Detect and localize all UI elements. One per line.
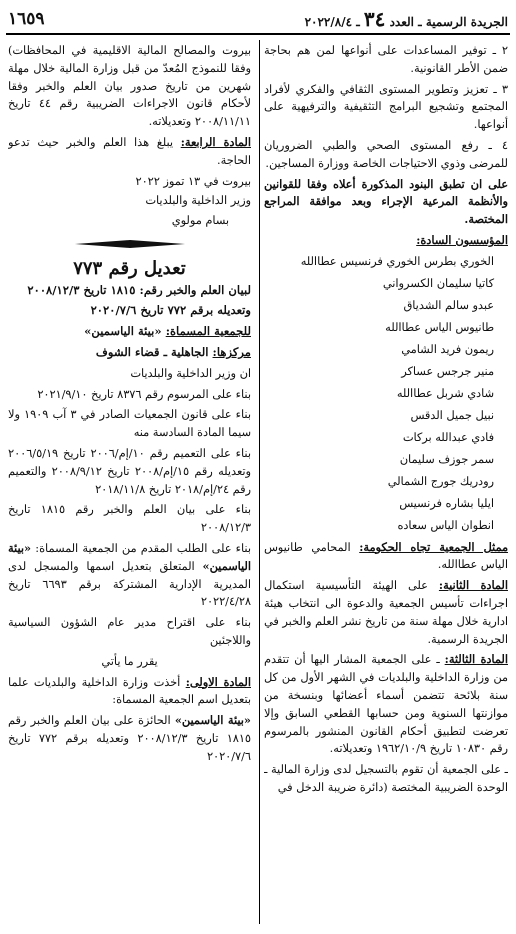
gazette-name: الجريدة الرسمية ـ العدد xyxy=(389,15,508,29)
recital-5-name: «بيئة الياسمين» xyxy=(8,540,251,573)
heading-line-1: لبيان العلم والخبر رقم: ١٨١٥ تاريخ ٢٠٠٨/١٢/٣ xyxy=(27,282,251,297)
founders-list xyxy=(264,253,508,535)
gazette-title xyxy=(305,7,508,31)
minister-name: بسام مولوي xyxy=(171,214,229,228)
founder-name: رودريك جورج الشمالي xyxy=(387,474,494,488)
article-4 xyxy=(8,134,251,170)
article-2-text: على الهيئة التأسيسية استكمال اجراءات تأسيس الجمعية والدعوة الى انتخاب هيئة ادارية خلال مهلة سنة من تاريخ نشر العلم والخبر في الجريدة الرسمية. xyxy=(264,579,508,646)
item-3: ٣ ـ تعزيز وتطوير المستوى الثقافي والفكري لأفراد المجتمع وتشجيع البرامج التثقيفية والترفيهية على أنواعها. xyxy=(264,82,508,132)
rep-label: ممثل الجمعية تجاه الحكومة: xyxy=(359,539,508,554)
column-divider xyxy=(259,40,260,924)
page-number: ١٦٥٩ xyxy=(8,9,45,29)
signature-block xyxy=(8,173,251,230)
item-4: ٤ ـ رفع المستوى الصحي والطبي الضروريان للمرضى وذوي الاحتياجات الخاصة ووزارة المساجين. xyxy=(264,138,508,170)
founder-name: الخوري بطرس الخوري فرنسيس عطاالله xyxy=(300,254,494,268)
founder-name: سمر جوزف سليمان xyxy=(399,452,494,466)
page-header xyxy=(8,6,508,32)
item-2: ٢ ـ توفير المساعدات على أنواعها لمن هم بحاجة ضمن الأطر القانونية. xyxy=(264,44,508,75)
founder-name: عبدو سالم الشدياق xyxy=(403,298,494,312)
article-2-label: المادة الثانية: xyxy=(438,578,508,593)
issue-date: ـ ٢٠٢٢/٨/٤ xyxy=(304,15,360,29)
place-date: بيروت في ١٣ تموز ٢٠٢٢ xyxy=(135,174,251,188)
decides-line: يقرر ما يأتي xyxy=(101,654,158,668)
condition-text: على ان تطبق البنود المذكورة أعلاه وفقا للقوانين والأنظمة المرعية الإجراء وبعد موافقة المراجع المختصة. xyxy=(264,176,508,227)
association-label: للجمعية المسماة: xyxy=(165,324,251,339)
recital-6: بناء على اقتراح مدير عام الشؤون السياسية واللاجئين xyxy=(8,616,251,647)
founder-name: فادي عبدالله بركات xyxy=(402,430,494,444)
article-3-b: ـ على الجمعية أن تقوم بالتسجيل لدى وزارة المالية ـ الوحدة الضريبية المختصة (دائرة ضريبة الدخل في xyxy=(264,763,508,794)
heading-line-3 xyxy=(8,323,251,341)
recital-2: بناء على قانون الجمعيات الصادر في ٣ آب ١٩٠٩ ولا سيما المادة السادسة منه xyxy=(8,408,251,440)
founder-name: ريمون فريد الشامي xyxy=(401,342,494,356)
government-representative xyxy=(264,539,508,575)
section-separator xyxy=(8,236,251,254)
heading-line-2: وتعديله برقم ٧٧٢ تاريخ ٢٠٢٠/٧/٦ xyxy=(90,303,251,318)
rep-role: المحامي xyxy=(311,540,351,554)
article-3 xyxy=(264,651,508,758)
founder-name: طانيوس الياس عطاالله xyxy=(385,320,494,334)
header-rule xyxy=(6,33,510,35)
founder-name: انطوان الياس سعاده xyxy=(397,518,494,532)
amendment-title: تعديل رقم ٧٧٣ xyxy=(73,257,186,279)
founder-name: شادي شربل عطاالله xyxy=(396,386,494,400)
final-name: «بيئة الياسمين» xyxy=(174,713,251,728)
recital-1: بناء على المرسوم رقم ٨٣٧٦ تاريخ ٢٠٢١/٩/١٠ xyxy=(37,387,251,401)
recital-5-a: بناء على الطلب المقدم من الجمعية المسماة: xyxy=(35,541,251,555)
left-column xyxy=(8,42,251,928)
association-name: «بيئة الياسمين» xyxy=(84,324,162,339)
right-column xyxy=(264,42,508,928)
intro-line: ان وزير الداخلية والبلديات xyxy=(130,366,251,380)
article-1-text: أخذت وزارة الداخلية والبلديات علما بتعديل اسم الجمعية المسماة: xyxy=(8,675,251,707)
article-3-label: المادة الثالثة: xyxy=(444,652,508,667)
recital-5-c: المتعلق بتعديل اسمها والمسجل لدى المديرية الإدارية المشتركة برقم ٦٦٩٣ تاريخ ٢٠٢٢/٤/٢٨ xyxy=(8,559,251,609)
article-3-text: ـ على الجمعية المشار اليها أن تتقدم من وزارة الداخلية والبلديات في الشهر الأول من كل سنة بلائحة تتضمن أسماء أعضائها وبنسخة من موازنتها السنوية ومن حسابها القطعي السابق وإلا تعرضت لتطبيق أحكام القانون المنشور بالمرسوم رقم ١٠٨٣٠ تاريخ ١٩٦٢/١٠/٩ وتعديلاته. xyxy=(264,653,508,756)
article-2 xyxy=(264,577,508,648)
heading-line-4 xyxy=(8,344,251,362)
final-paragraph xyxy=(8,712,251,765)
article-4-label: المادة الرابعة: xyxy=(180,134,251,149)
recital-3: بناء على التعميم رقم ١٠/إم/٢٠٠٦ تاريخ ٢٠٠٦/٥/١٩ وتعديله رقم ١٥/إم/٢٠٠٨ تاريخ ٢٠٠٨/٩/١٢ والتعميم رقم ٢٤/إم/٢٠١٨ تاريخ ٢٠١٨/١١/٨ xyxy=(8,446,251,496)
recital-5 xyxy=(8,540,251,611)
founder-name: ايليا بشاره فرنسيس xyxy=(399,496,494,510)
article-4-text: يبلغ هذا العلم والخبر حيث تدعو الحاجة. xyxy=(8,135,251,167)
separator-ornament xyxy=(75,240,185,248)
founder-name: نبيل جميل الدقس xyxy=(410,408,494,422)
founder-name: كاتيا سليمان الكسرواني xyxy=(382,276,494,290)
continued-text: بيروت والمصالح المالية الاقليمية في المحافظات) وفقا للنموذج المُعدّ من قبل وزارة المالية خلال مهلة شهرين من تاريخ صدور بيان العلم والخبر وفقا لأحكام قانون الاجراءات الضريبية رقم ٤٤ تاريخ ٢٠٠٨/١١/١١ وتعديلاته. xyxy=(8,44,251,129)
hq-location: الجاهلية ـ قضاء الشوف xyxy=(95,344,209,359)
hq-label: مركزها: xyxy=(212,344,251,359)
article-1-label: المادة الاولى: xyxy=(185,674,251,689)
founders-label: المؤسسون السادة: xyxy=(416,232,508,247)
article-1 xyxy=(8,674,251,710)
founder-name: منير جرجس عساكر xyxy=(401,364,494,378)
final-text: الحائزة على بيان العلم والخبر رقم ١٨١٥ تاريخ ٢٠٠٨/١٢/٣ وتعديله برقم ٧٧٢ تاريخ ٢٠٢٠/٧/٦ xyxy=(8,714,251,763)
minister-title: وزير الداخلية والبلديات xyxy=(145,194,251,208)
rep-name: طانيوس الياس عطاالله. xyxy=(264,540,508,572)
issue-number: ٣٤ xyxy=(363,7,386,31)
recital-4: بناء على بيان العلم والخبر رقم ١٨١٥ تاريخ ٢٠٠٨/١٢/٣ xyxy=(8,503,251,535)
